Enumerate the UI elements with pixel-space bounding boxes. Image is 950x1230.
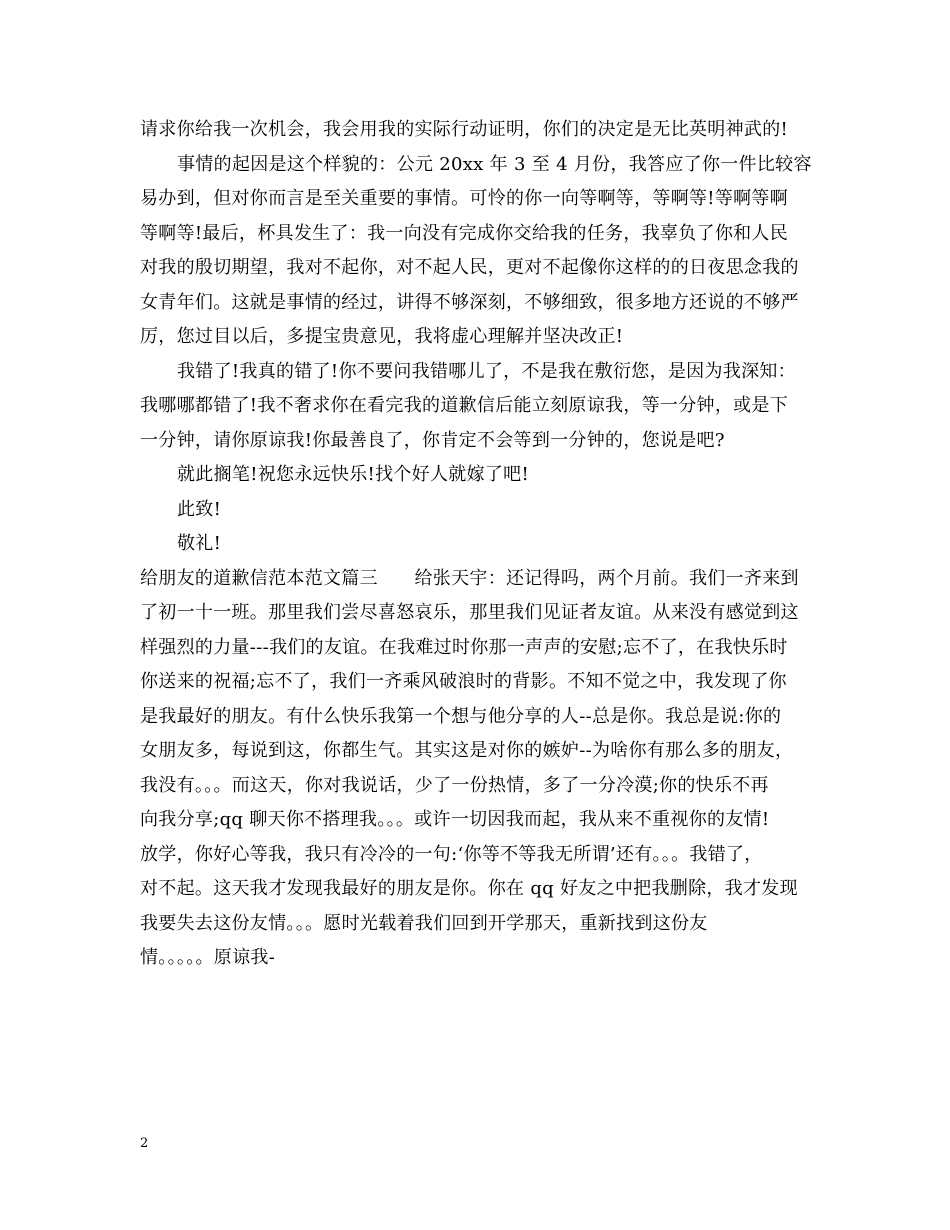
text-line: 情。。。。。原谅我-: [140, 947, 276, 968]
text-line: 给朋友的道歉信范本范文篇三 给张天宇：还记得吗，两个月前。我们一齐来到: [140, 567, 799, 589]
text-line: 等啊等!最后，杯具发生了：我一向没有完成你交给我的任务，我辜负了你和人民: [140, 222, 789, 244]
text-line: 易办到，但对你而言是至关重要的事情。可怜的你一向等啊等，等啊等!等啊等啊: [140, 188, 789, 209]
text-line: 你送来的祝福;忘不了，我们一齐乘风破浪时的背影。不知不觉之中，我发现了你: [140, 671, 787, 692]
text-line: 就此搁笔!祝您永远快乐!找个好人就嫁了吧!: [177, 464, 529, 485]
text-line: 女青年们。这就是事情的经过，讲得不够深刻，不够细致，很多地方还说的不够严: [140, 291, 799, 313]
text-line: 对不起。这天我才发现我最好的朋友是你。你在 qq 好友之中把我删除，我才发现: [140, 878, 798, 899]
text-line: 我没有。。。而这天，你对我说话，少了一份热情，多了一分冷漠;你的快乐不再: [140, 774, 769, 796]
page-number: 2: [140, 1136, 149, 1151]
text-line: 向我分享;qq 聊天你不搭理我。。。或许一切因我而起，我从来不重视你的友情!: [140, 809, 770, 830]
text-line: 样强烈的力量---我们的友谊。在我难过时你那一声声的安慰;忘不了，在我快乐时: [140, 636, 788, 658]
text-line: 是我最好的朋友。有什么快乐我第一个想与他分享的人--总是你。我总是说:你的: [140, 705, 782, 727]
text-line: 我要失去这份友情。。。愿时光载着我们回到开学那天，重新找到这份友: [140, 912, 708, 934]
text-line: 厉，您过目以后，多提宝贵意见，我将虚心理解并坚决改正!: [140, 326, 624, 347]
text-line: 此致!: [177, 498, 222, 520]
document-body: [140, 113, 820, 976]
text-line: 事情的起因是这个样貌的：公元 20xx 年 3 至 4 月份，我答应了你一件比较容: [177, 153, 812, 175]
text-line: 了初一十一班。那里我们尝尽喜怒哀乐，那里我们见证者友谊。从来没有感觉到这: [140, 602, 799, 623]
text-line: 对我的殷切期望，我对不起你，对不起人民，更对不起像你这样的的日夜思念我的: [140, 257, 799, 278]
text-line: 一分钟，请你原谅我!你最善良了，你肯定不会等到一分钟的，您说是吧?: [140, 429, 725, 451]
text-line: 女朋友多，每说到这，你都生气。其实这是对你的嫉妒--为啥你有那么多的朋友，: [140, 740, 794, 761]
text-line: 我错了!我真的错了!你不要问我错哪儿了，不是我在敷衍您，是因为我深知：: [177, 360, 796, 382]
text-line: 敬礼!: [177, 533, 222, 554]
text-line: 我哪哪都错了!我不奢求你在看完我的道歉信后能立刻原谅我，等一分钟，或是下: [140, 395, 789, 416]
text-line: 请求你给我一次机会，我会用我的实际行动证明，你们的决定是无比英明神武的!: [140, 119, 789, 140]
text-line: 放学，你好心等我，我只有冷冷的一句:‘你等不等我无所谓’还有。。。我错了，: [140, 843, 763, 865]
